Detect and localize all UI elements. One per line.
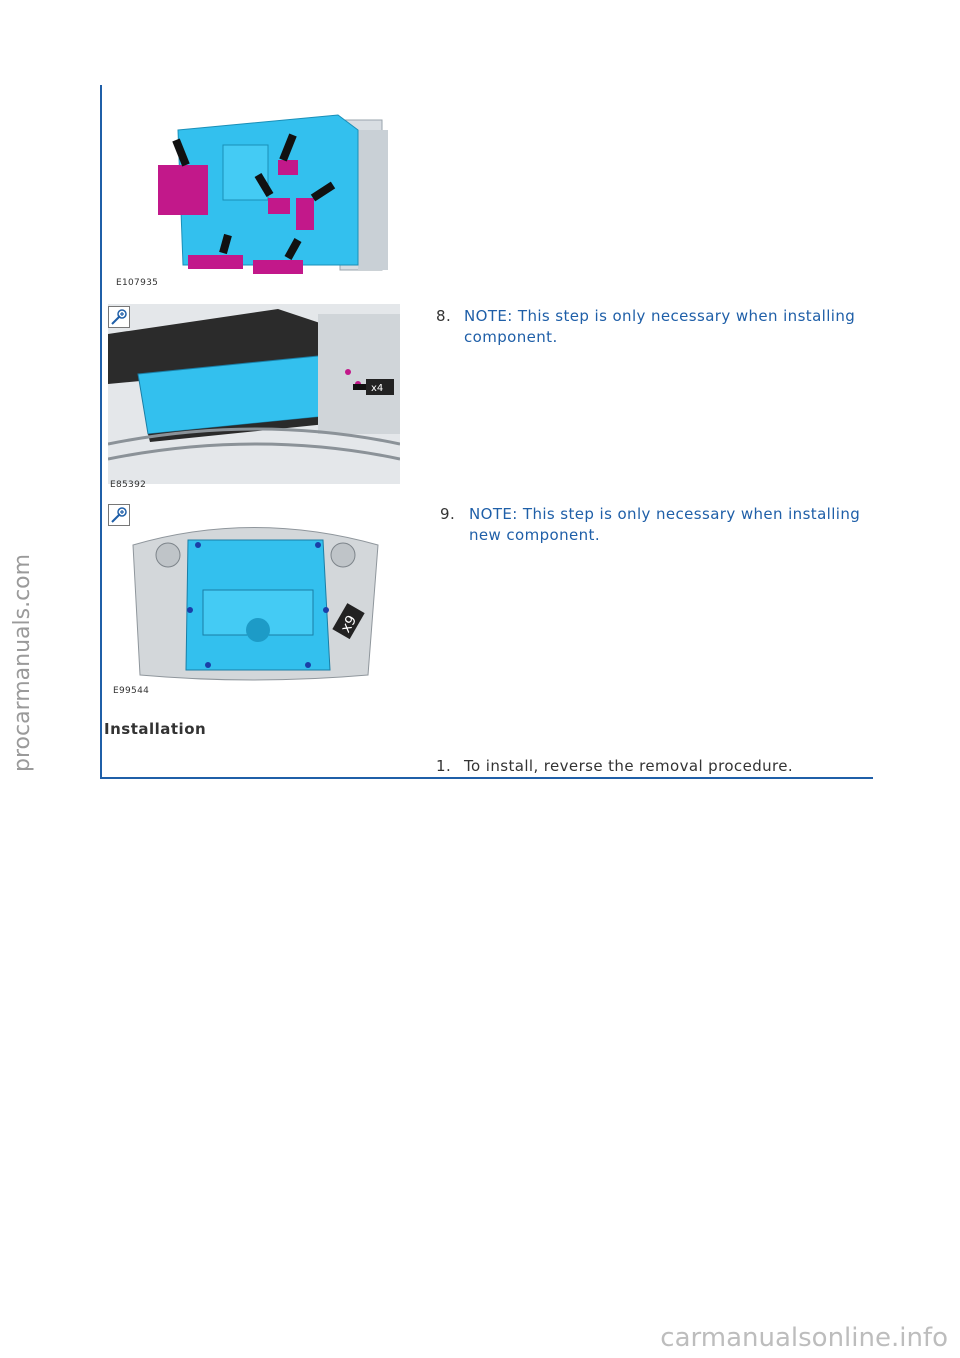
figure-front-panel-screws xyxy=(108,510,398,700)
installation-step-1 xyxy=(436,756,876,778)
figure-audio-unit-connectors xyxy=(108,90,398,290)
step-8 xyxy=(436,306,876,350)
step-number: 8. xyxy=(436,307,452,325)
step-number: 9. xyxy=(440,505,456,523)
x4-callout: x4 xyxy=(371,383,384,394)
figure-module-mounting xyxy=(108,304,400,484)
bottom-watermark: carmanualsonline.info xyxy=(660,1323,948,1353)
step-9 xyxy=(440,504,880,548)
side-watermark: procarmanuals.com xyxy=(10,553,35,772)
step-note-line2: new component. xyxy=(469,526,600,544)
step-text: To install, reverse the removal procedure. xyxy=(464,757,794,775)
zoom-icon[interactable] xyxy=(108,504,130,526)
section-heading-installation: Installation xyxy=(104,720,207,738)
figure-id-label: E85392 xyxy=(110,480,147,490)
figure-id-label: E99544 xyxy=(113,686,150,696)
step-note-line2: component. xyxy=(464,328,558,346)
figure-id-label: E107935 xyxy=(116,278,159,288)
step-number: 1. xyxy=(436,757,452,775)
zoom-icon[interactable] xyxy=(108,306,130,328)
content-left-rule xyxy=(100,85,102,778)
step-note-line1: NOTE: This step is only necessary when installing xyxy=(469,505,861,523)
step-note-line1: NOTE: This step is only necessary when installing xyxy=(464,307,856,325)
x9-callout: x9 xyxy=(337,612,361,636)
